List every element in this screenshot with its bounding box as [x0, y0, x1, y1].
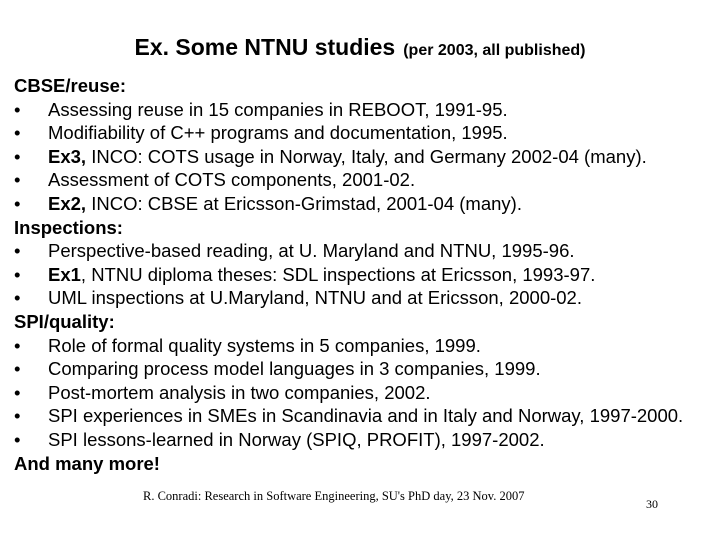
list-item-text: INCO: CBSE at Ericsson-Grimstad, 2001-04 (many).	[86, 192, 522, 214]
list-item	[14, 192, 714, 216]
example-label: Ex3,	[48, 145, 87, 167]
list-item: • Comparing process model languages in 3 companies, 1999.	[14, 357, 714, 381]
title-main: Ex. Some NTNU studies	[134, 34, 396, 60]
list-item: • Assessment of COTS components, 2001-02.	[14, 168, 714, 192]
list-item	[14, 145, 714, 169]
example-label: Ex2,	[48, 192, 87, 214]
list-item-text: , NTNU diploma theses: SDL inspections at Ericsson, 1993-97.	[80, 263, 596, 285]
list-item-text: INCO: COTS usage in Norway, Italy, and Germany 2002-04 (many).	[86, 145, 647, 167]
list-item: • Perspective-based reading, at U. Maryland and NTNU, 1995-96.	[14, 239, 714, 263]
section-heading-inspections: Inspections:	[14, 216, 123, 238]
list-item: • Modifiability of C++ programs and documentation, 1995.	[14, 121, 714, 145]
list-item: • SPI experiences in SMEs in Scandinavia and in Italy and Norway, 1997-2000.	[14, 404, 714, 428]
list-item: • SPI lessons-learned in Norway (SPIQ, PROFIT), 1997-2002.	[14, 428, 714, 452]
title-subtitle: (per 2003, all published)	[403, 42, 586, 59]
page-number: 30	[646, 497, 658, 511]
slide-title	[0, 34, 720, 61]
list-item: • Post-mortem analysis in two companies, 2002.	[14, 381, 714, 405]
example-label: Ex1	[48, 263, 81, 285]
list-item: • UML inspections at U.Maryland, NTNU and at Ericsson, 2000-02.	[14, 286, 714, 310]
list-item: • Assessing reuse in 15 companies in REBOOT, 1991-95.	[14, 98, 714, 122]
section-heading-cbse: CBSE/reuse:	[14, 75, 127, 96]
closing-text: And many more!	[14, 452, 160, 474]
list-item	[14, 263, 714, 287]
list-item: • Role of formal quality systems in 5 companies, 1999.	[14, 334, 714, 358]
slide-body	[14, 74, 714, 475]
slide-footer: R. Conradi: Research in Software Engineering, SU's PhD day, 23 Nov. 2007	[143, 489, 525, 503]
section-heading-spi: SPI/quality:	[14, 310, 115, 332]
